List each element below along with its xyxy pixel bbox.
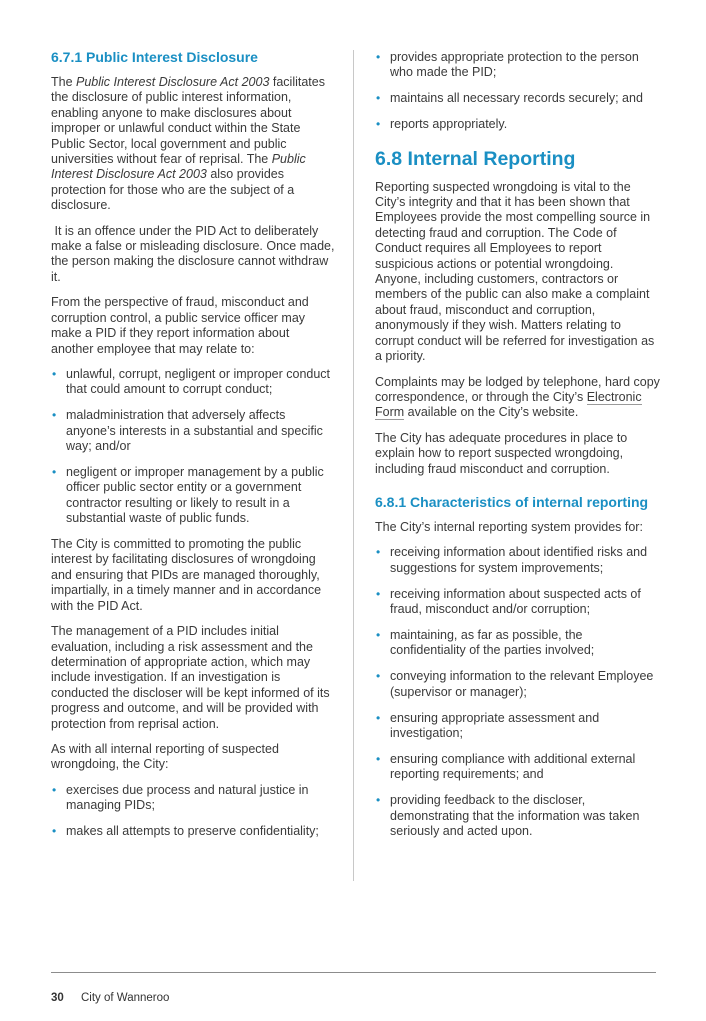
paragraph-system-provides: The City’s internal reporting system provides for: (375, 519, 643, 534)
list-item: • conveying information to the relevant Employee (supervisor or manager); (375, 669, 660, 700)
list-item: • receiving information about suspected acts of fraud, misconduct and/or corruption; (375, 587, 660, 618)
act-title: Public Interest Disclosure Act 2003 (76, 75, 270, 89)
list-item: • ensuring appropriate assessment and investigation; (375, 711, 660, 742)
list-item: • maladministration that adversely affects anyone’s interests in a substantial and specific way; and/or (51, 408, 335, 454)
text-run: Complaints may be lodged by telephone, hard copy correspondence, or through the City’s (375, 374, 660, 404)
list-item: • reports appropriately. (375, 117, 660, 132)
text-run: also provides protection for those who are the subject of a disclosure. (51, 167, 295, 213)
left-column (51, 48, 338, 850)
list-item: • negligent or improper management by a public officer public sector entity or a government contractor resulting or likely to result in a substantial waste of public funds. (51, 465, 335, 527)
page-number: 30 (51, 992, 64, 1004)
bullet-list-pid-conduct (51, 367, 335, 527)
paragraph-procedures: The City has adequate procedures in place to explain how to report suspected wrongdoing, including fraud misconduct and corruption. (375, 430, 628, 476)
right-column (375, 50, 660, 850)
text-run: The (51, 75, 77, 89)
section-heading-6-8: 6.8 Internal Reporting (375, 147, 576, 170)
paragraph-complaints (375, 375, 660, 421)
paragraph-commitment: The City is committed to promoting the public interest by facilitating disclosures of wrongdoing and ensuring that PIDs are managed thoroughly, impartially, in a timely manner and in accordance with the PID Act. (51, 537, 322, 613)
bullet-list-internal-reporting (375, 545, 660, 839)
list-item: • receiving information about identified risks and suggestions for system improvements; (375, 545, 660, 576)
paragraph-as-with: As with all internal reporting of suspected wrongdoing, the City: (51, 741, 279, 772)
act-title: Public Interest Disclosure Act 2003 (51, 152, 306, 182)
list-item: • exercises due process and natural justice in managing PIDs; (51, 783, 335, 814)
paragraph-offence: It is an offence under the PID Act to deliberately make a false or misleading disclosure. Once made, the person making the disclosure cannot withdraw it. (51, 223, 338, 284)
paragraph-perspective: From the perspective of fraud, misconduct and corruption control, a public service officer may make a PID if they report information about another employee that may relate to: (51, 295, 309, 356)
bullet-list-city-actions-continued (375, 50, 660, 133)
footer-divider (51, 972, 656, 973)
list-item: • provides appropriate protection to the person who made the PID; (375, 50, 660, 81)
list-item: • providing feedback to the discloser, demonstrating that the information was taken seriously and acted upon. (375, 793, 660, 839)
list-item: • maintains all necessary records securely; and (375, 91, 660, 106)
section-heading-6-8-1: 6.8.1 Characteristics of internal reporting (375, 493, 649, 510)
list-item: • makes all attempts to preserve confidentiality; (51, 824, 335, 839)
section-heading-6-7-1: 6.7.1 Public Interest Disclosure (51, 49, 258, 65)
bullet-list-city-actions (51, 783, 335, 840)
paragraph-pid-act (51, 75, 335, 214)
paragraph-reporting: Reporting suspected wrongdoing is vital to the City’s integrity and that it has been shown that Employees provide the most compelling source in detecting fraud and corruption. The Code of Conduct requires all Employees to report suspicious actions or potential wrongdoing. Anyone, including customers, contractors or members of the public can also make a complaint about fraud, misconduct and corruption, anonymously if they wish. Matters relating to corrupt conduct will be referred for investigation as a priority. (375, 179, 655, 364)
text-run: facilitates the disclosure of public interest information, enabling anyone to make disclosures about improper or unlawful conduct within the State Public Sector, local government and public universities without fear of reprisal. The (51, 75, 325, 167)
page-footer (51, 992, 169, 1004)
list-item: • unlawful, corrupt, negligent or improper conduct that could amount to corrupt conduct; (51, 367, 335, 398)
column-divider (353, 50, 354, 881)
text-run: available on the City’s website. (404, 405, 579, 420)
list-item: • maintaining, as far as possible, the confidentiality of the parties involved; (375, 628, 660, 659)
electronic-form-link[interactable]: Electronic Form (375, 389, 642, 420)
list-item: • ensuring compliance with additional external reporting requirements; and (375, 752, 660, 783)
paragraph-management: The management of a PID includes initial evaluation, including a risk assessment and the determination of appropriate action, which may include investigation. If an investigation is conducted the discloser will be kept informed of its progress and outcome, and will be provided with protection from reprisal action. (51, 624, 330, 731)
footer-org-name: City of Wanneroo (81, 992, 170, 1004)
